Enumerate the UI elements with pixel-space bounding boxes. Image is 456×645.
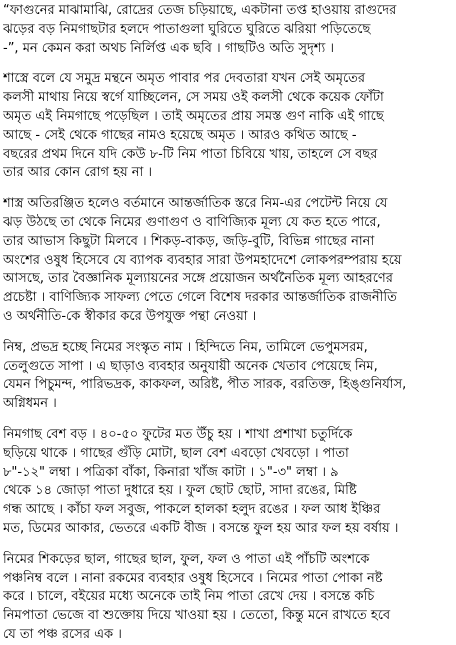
text-line: -”, মন কেমন করা অথচ নির্লিপ্ত এক ছবি । গাছটিও অতি সুদৃশ্য । <box>3 40 335 56</box>
text-line: কলসী মাথায় নিয়ে স্বর্গে যাচ্ছিলেন, সে সময় ওই কলসী থেকে কয়েক ফোঁটা <box>3 90 384 106</box>
text-line: ও অর্থনীতি-কে স্বীকার করে উপযুক্ত পন্থা নেওয়া । <box>3 308 257 324</box>
text-line: অংশের ওষুধ হিসেবে যে ব্যাপক ব্যবহার সারা উপমহাদেশে লোকপরম্পরায় হয়ে <box>3 252 402 268</box>
text-line: আছে - সেই থেকে গাছের নামও হয়েছে অমৃত । আরও কথিত আছে - <box>3 127 357 143</box>
text-line: শাস্ত্রে বলে যে সমুদ্র মন্থনে অমৃত পাবার পর দেবতারা যখন সেই অমৃতের <box>3 71 366 87</box>
text-line: ঝড়ের বড় নিমগাছটার হলদে পাতাগুলা ঘুরিতে ঘুরিতে ঝরিয়া পড়িতেছে <box>3 21 371 37</box>
paragraph-quote-intro <box>3 2 450 58</box>
text-line: তার আভাস কিছুটা মিলবে । শিকড়-বাকড়, জড়ি-বুটি, বিভিন্ন গাছের নানা <box>3 233 375 249</box>
paragraph-patent <box>3 195 450 327</box>
paragraph-description <box>3 426 450 539</box>
text-line: অমৃত এই নিমগাছে পড়েছিল । তাই অমৃতের প্রায় সমস্ত গুণ নাকি এই গাছে <box>3 108 384 124</box>
paragraph-uses <box>3 551 450 645</box>
text-line: নিম্ব, প্রভদ্র হচ্ছে নিমের সংস্কৃত নাম । হিন্দিতে নিম, তামিলে ভেপুমসরম, <box>3 339 368 355</box>
text-line: প্রচেষ্টা । বাণিজ্যিক সাফল্য পেতে গেলে বিশেষ দরকার আন্তর্জাতিক রাজনীতি <box>3 290 397 306</box>
paragraph-mythology <box>3 70 450 183</box>
text-line: গন্ধ আছে । কাঁচা ফল সবুজ, পাকলে হালকা হলুদ রঙের । ফল আধ ইঞ্চির <box>3 502 381 518</box>
text-line: ঝড় উঠছে তা থেকে নিমের গুণাগুণ ও বাণিজ্যিক মূল্য যে কত হতে পারে, <box>3 214 381 230</box>
text-line: “ফাগুনের মাঝামাঝি, রোদ্রের তেজ চড়িয়াছে, একটানা তপ্ত হাওয়ায় রাগুদের <box>3 3 397 18</box>
text-line: ছড়িয়ে থাকে । গাছের গুঁড়ি মোটা, ছাল বেশ এবড়ো খেবড়ো । পাতা <box>3 445 349 461</box>
text-line: শাস্ত্র অতিরঞ্জিত হলেও বর্তমানে আন্তর্জাতিক স্তরে নিম-এর পেটেন্ট নিয়ে যে <box>3 196 388 212</box>
text-line: তার আর কোন রোগ হয় না । <box>3 165 153 181</box>
text-line: নিমের শিকড়ের ছাল, গাছের ছাল, ফুল, ফল ও পাতা এই পাঁচটি অংশকে <box>3 551 370 567</box>
paragraph-names <box>3 339 450 414</box>
text-line: বছরের প্রথম দিনে যদি কেউ ৮-টি নিম পাতা চিবিয়ে খায়, তাহলে সে বছর <box>3 146 378 162</box>
text-line: করে । চালে, বইয়ের মধ্যে অনেকে তাই নিম পাতা রেখে দেয় । বসন্তে কচি <box>3 589 375 605</box>
text-line: পঞ্চনিম্ব বলে । নানা রকমের ব্যবহার ওষুধ হিসেবে । নিমের পাতা পোকা নষ্ট <box>3 570 383 586</box>
text-line: ৮"-১২" লম্বা । পত্রিকা বাঁকা, কিনারা খাঁজ কাটা । ১"-৩" লম্বা । ৯ <box>3 464 339 480</box>
text-line: অগ্নিধমন । <box>3 396 57 412</box>
text-line: যেমন পিচুমন্দ, পারিভদ্রক, কাকফল, অরিষ্ট, পীত সারক, বরতিক্ত, হিঙ্গুনির্যাস, <box>3 377 407 393</box>
text-line: নিমগাছ বেশ বড় । ৪০-৫০ ফুটের মত উঁচু হয় । শাখা প্রশাখা চতুর্দিকে <box>3 426 353 442</box>
text-line: যে তা পঞ্চ রসের এক । <box>3 626 122 642</box>
text-line: মত, ডিমের আকার, ভেতরে একটি বীজ । বসন্তে ফুল হয় আর ফল হয় বর্ষায় । <box>3 520 399 536</box>
text-line: আসছে, তার বৈজ্ঞানিক মূল্যায়নের সঙ্গে প্রয়োজন অর্থনৈতিক মূল্য আহরণের <box>3 271 393 287</box>
text-line: থেকে ১৪ জোড়া পাতা দুধারে হয় । ফুল ছোট ছোট, সাদা রঙের, মিষ্টি <box>3 483 357 499</box>
text-line: তেলুগুতে সাপা । এ ছাড়াও ব্যবহার অনুযায়ী অনেক খেতাব পেয়েছে নিম, <box>3 358 378 374</box>
text-line: নিমপাতা ভেজে বা শুক্তোয় দিয়ে খাওয়া হয় । তেতো, কিন্তু মনে রাখতে হবে <box>3 608 391 624</box>
